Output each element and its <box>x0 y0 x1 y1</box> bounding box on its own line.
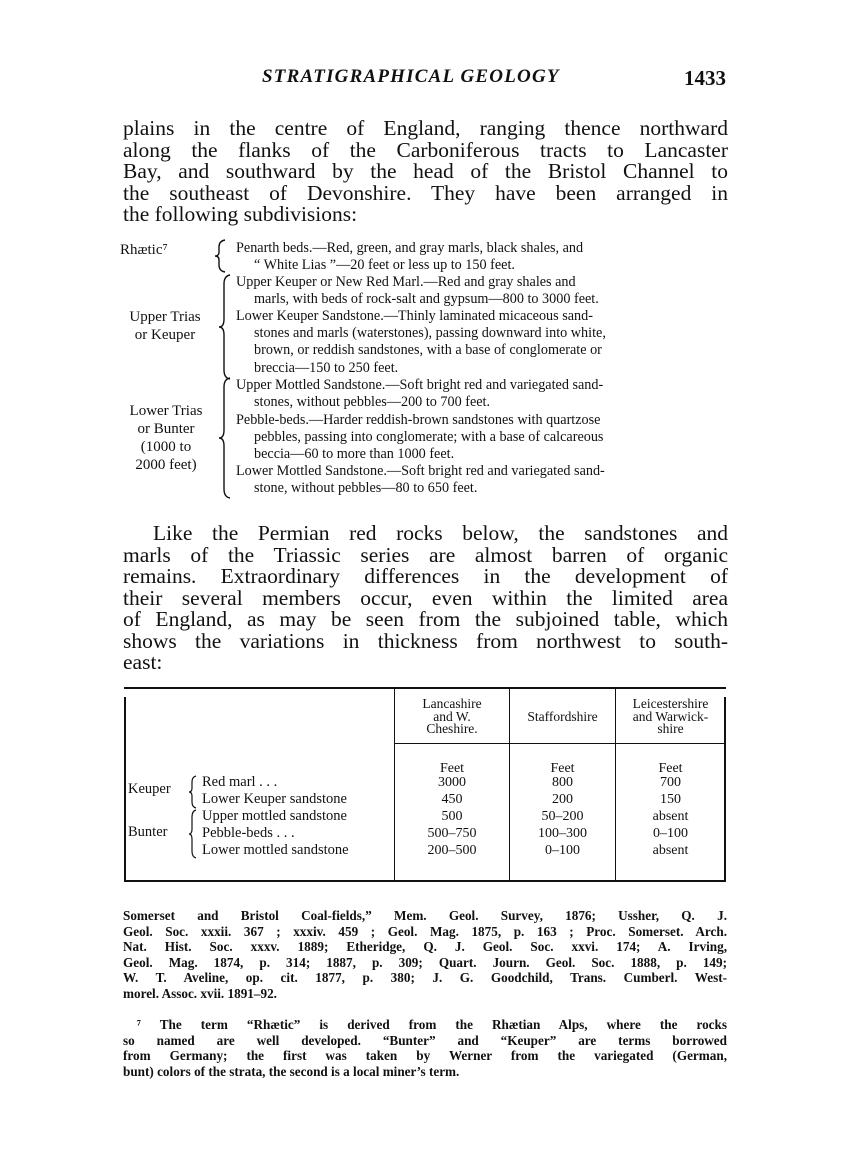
column-header-leicestershire <box>617 698 724 736</box>
column-header-staffordshire <box>511 711 614 724</box>
header-line: and Warwick- <box>632 708 709 724</box>
table-cell: 450 <box>441 792 463 807</box>
text-line: along the flanks of the Carboniferous tracts to Lancaster <box>123 137 728 162</box>
column-rule <box>509 687 510 881</box>
page-number: 1433 <box>684 66 726 90</box>
entry-line: “ White Lias ”—20 feet or less up to 150 feet. <box>254 257 515 274</box>
table-cell: 800 <box>552 775 573 790</box>
table-cell: 200 <box>552 792 573 807</box>
footnote-line: ⁷ The term “Rhætic” is derived from the Rhætian Alps, where the rocks <box>137 1017 727 1032</box>
table-cell: 500–750 <box>427 826 477 841</box>
brace-keuper <box>188 775 198 809</box>
column-rule <box>615 687 616 881</box>
text-line: the following subdivisions: <box>123 202 358 226</box>
table-cell: 0–100 <box>653 826 688 841</box>
entry-upper-keuper <box>236 274 731 308</box>
footnote-line: so named are well developed. “Bunter” and “Keuper” are terms borrowed <box>123 1032 727 1048</box>
entry-line: brown, or reddish sandstones, with a base of conglomerate or <box>254 342 602 359</box>
table-cell: 50–200 <box>541 809 584 824</box>
table-cell: 150 <box>660 792 681 807</box>
header-line: Leicestershire <box>632 696 709 711</box>
table-right-rule <box>724 697 726 881</box>
entry-lower-mottled-sandstone <box>236 463 731 497</box>
entry-line: Lower Mottled Sandstone.—Soft bright red and variegated sand- <box>236 463 605 479</box>
entry-line: stones and marls (waterstones), passing downward into white, <box>254 325 606 342</box>
entry-penarth-beds <box>236 240 731 274</box>
entry-line: marls, with beds of rock-salt and gypsum—800 to 3000 feet. <box>254 291 599 308</box>
header-line: and W. <box>433 708 471 724</box>
brace-upper-trias <box>218 274 232 380</box>
entry-line: Lower Keuper Sandstone.—Thinly laminated micaceous sand- <box>236 308 593 324</box>
entry-line: Upper Mottled Sandstone.—Soft bright red and variegated sand- <box>236 377 604 393</box>
group-label-line: 2000 feet) <box>135 457 197 473</box>
group-label-line: Rhætic⁷ <box>120 242 168 258</box>
table-top-rule <box>124 687 726 689</box>
footnote-7 <box>123 1017 727 1079</box>
group-name-keuper: Keuper <box>128 781 171 797</box>
text-line: the southeast of Devonshire. They have been arranged in <box>123 180 728 205</box>
text-line: their several members occur, even within the limited area <box>123 585 728 610</box>
text-line: shows the variations in thickness from northwest to south- <box>123 628 728 653</box>
text-line: east: <box>123 650 163 674</box>
table-cell: 3000 <box>438 775 466 790</box>
text-line: Like the Permian red rocks below, the sandstones and <box>153 521 728 545</box>
footnote-references <box>123 908 727 1002</box>
entry-line: stone, without pebbles—80 to 650 feet. <box>254 480 478 497</box>
table-cell: 200–500 <box>427 843 477 858</box>
table-cell: absent <box>652 809 689 824</box>
text-line: remains. Extraordinary differences in the development of <box>123 564 728 588</box>
row-label: Lower mottled sandstone <box>202 842 349 858</box>
entry-line: breccia—150 to 250 feet. <box>254 359 399 376</box>
footnote-line: Somerset and Bristol Coal-fields,” Mem. Geol. Survey, 1876; Ussher, Q. J. <box>123 908 727 923</box>
row-label: Red marl . . . <box>202 774 278 790</box>
footnote-line: Geol. Soc. xxxii. 367 ; xxxiv. 459 ; Geol. Mag. 1875, p. 163 ; Proc. Somerset. Arch. <box>123 923 727 939</box>
brace-lower-trias <box>218 377 232 499</box>
header-rule <box>394 743 726 744</box>
header-line: Lancashire <box>422 696 482 711</box>
text-line: marls of the Triassic series are almost barren of organic <box>123 542 728 567</box>
table-bottom-rule <box>124 880 726 882</box>
running-head <box>0 66 850 90</box>
footnote-line: Nat. Hist. Soc. xxxv. 1889; Etheridge, Q. J. Geol. Soc. xxvi. 174; A. Irving, <box>123 939 727 955</box>
entry-line: Upper Keuper or New Red Marl.—Red and gray shales and <box>236 274 576 290</box>
thickness-table <box>124 687 726 881</box>
column-rule <box>394 687 395 881</box>
header-line: Cheshire. <box>426 721 478 736</box>
row-label: Upper mottled sandstone <box>202 808 347 824</box>
table-cell: 500 <box>441 809 463 824</box>
group-label-lower-trias <box>118 402 214 474</box>
entry-upper-mottled-sandstone <box>236 377 731 411</box>
unit-cell: Feet <box>658 761 683 776</box>
column-header-lancashire <box>396 698 508 736</box>
footnote-line: morel. Assoc. xvii. 1891–92. <box>123 985 277 1001</box>
unit-cell: Feet <box>439 761 465 776</box>
footnote-line: W. T. Aveline, op. cit. 1877, p. 380; J. G. Goodchild, Trans. Cumberl. West- <box>123 970 727 986</box>
group-label-line: Upper Trias <box>129 309 201 325</box>
entry-line: stones, without pebbles—200 to 700 feet. <box>254 394 491 411</box>
group-label-line: or Bunter <box>137 421 195 437</box>
row-label: Lower Keuper sandstone <box>202 791 347 807</box>
group-label-line: (1000 to <box>140 439 192 455</box>
table-cell: absent <box>652 843 689 858</box>
footnote-line: from Germany; the first was taken by Werner from the variegated (German, <box>123 1048 727 1064</box>
unit-cell: Feet <box>550 761 575 776</box>
text-line: of England, as may be seen from the subjoined table, which <box>123 607 728 631</box>
group-label-line: or Keuper <box>134 327 196 343</box>
brace-bunter <box>188 809 198 859</box>
entry-line: pebbles, passing into conglomerate; with a base of calcareous <box>254 429 604 446</box>
group-label-line: Lower Trias <box>129 403 203 419</box>
header-line: Staffordshire <box>527 709 598 724</box>
footnote-line: Geol. Mag. 1874, p. 314; 1887, p. 309; Quart. Journ. Geol. Soc. 1888, p. 149; <box>123 954 727 970</box>
table-cell: 700 <box>660 775 681 790</box>
table-left-rule <box>124 697 126 881</box>
body-paragraph <box>123 523 728 674</box>
row-label: Pebble-beds . . . <box>202 825 295 841</box>
group-name-bunter: Bunter <box>128 824 168 840</box>
entry-line: beccia—60 to more than 1000 feet. <box>254 446 455 463</box>
footnote-line: bunt) colors of the strata, the second is a local miner’s term. <box>123 1063 460 1079</box>
entry-pebble-beds <box>236 412 731 464</box>
table-cell: 100–300 <box>538 826 587 841</box>
entry-line: Pebble-beds.—Harder reddish-brown sandstones with quartzose <box>236 412 601 428</box>
subdivisions-list <box>118 237 738 499</box>
entry-line: Penarth beds.—Red, green, and gray marls, black shales, and <box>236 240 584 256</box>
header-line: shire <box>657 721 684 736</box>
text-line: plains in the centre of England, ranging thence northward <box>123 116 728 140</box>
group-label-rhaetic <box>120 241 190 259</box>
running-title: STRATIGRAPHICAL GEOLOGY <box>262 66 560 87</box>
brace-rhaetic <box>214 239 228 273</box>
text-line: Bay, and southward by the head of the Bristol Channel to <box>123 159 728 183</box>
group-label-upper-trias <box>118 308 212 344</box>
intro-paragraph <box>123 118 728 226</box>
entry-lower-keuper-sandstone <box>236 308 731 377</box>
table-cell: 0–100 <box>545 843 580 858</box>
